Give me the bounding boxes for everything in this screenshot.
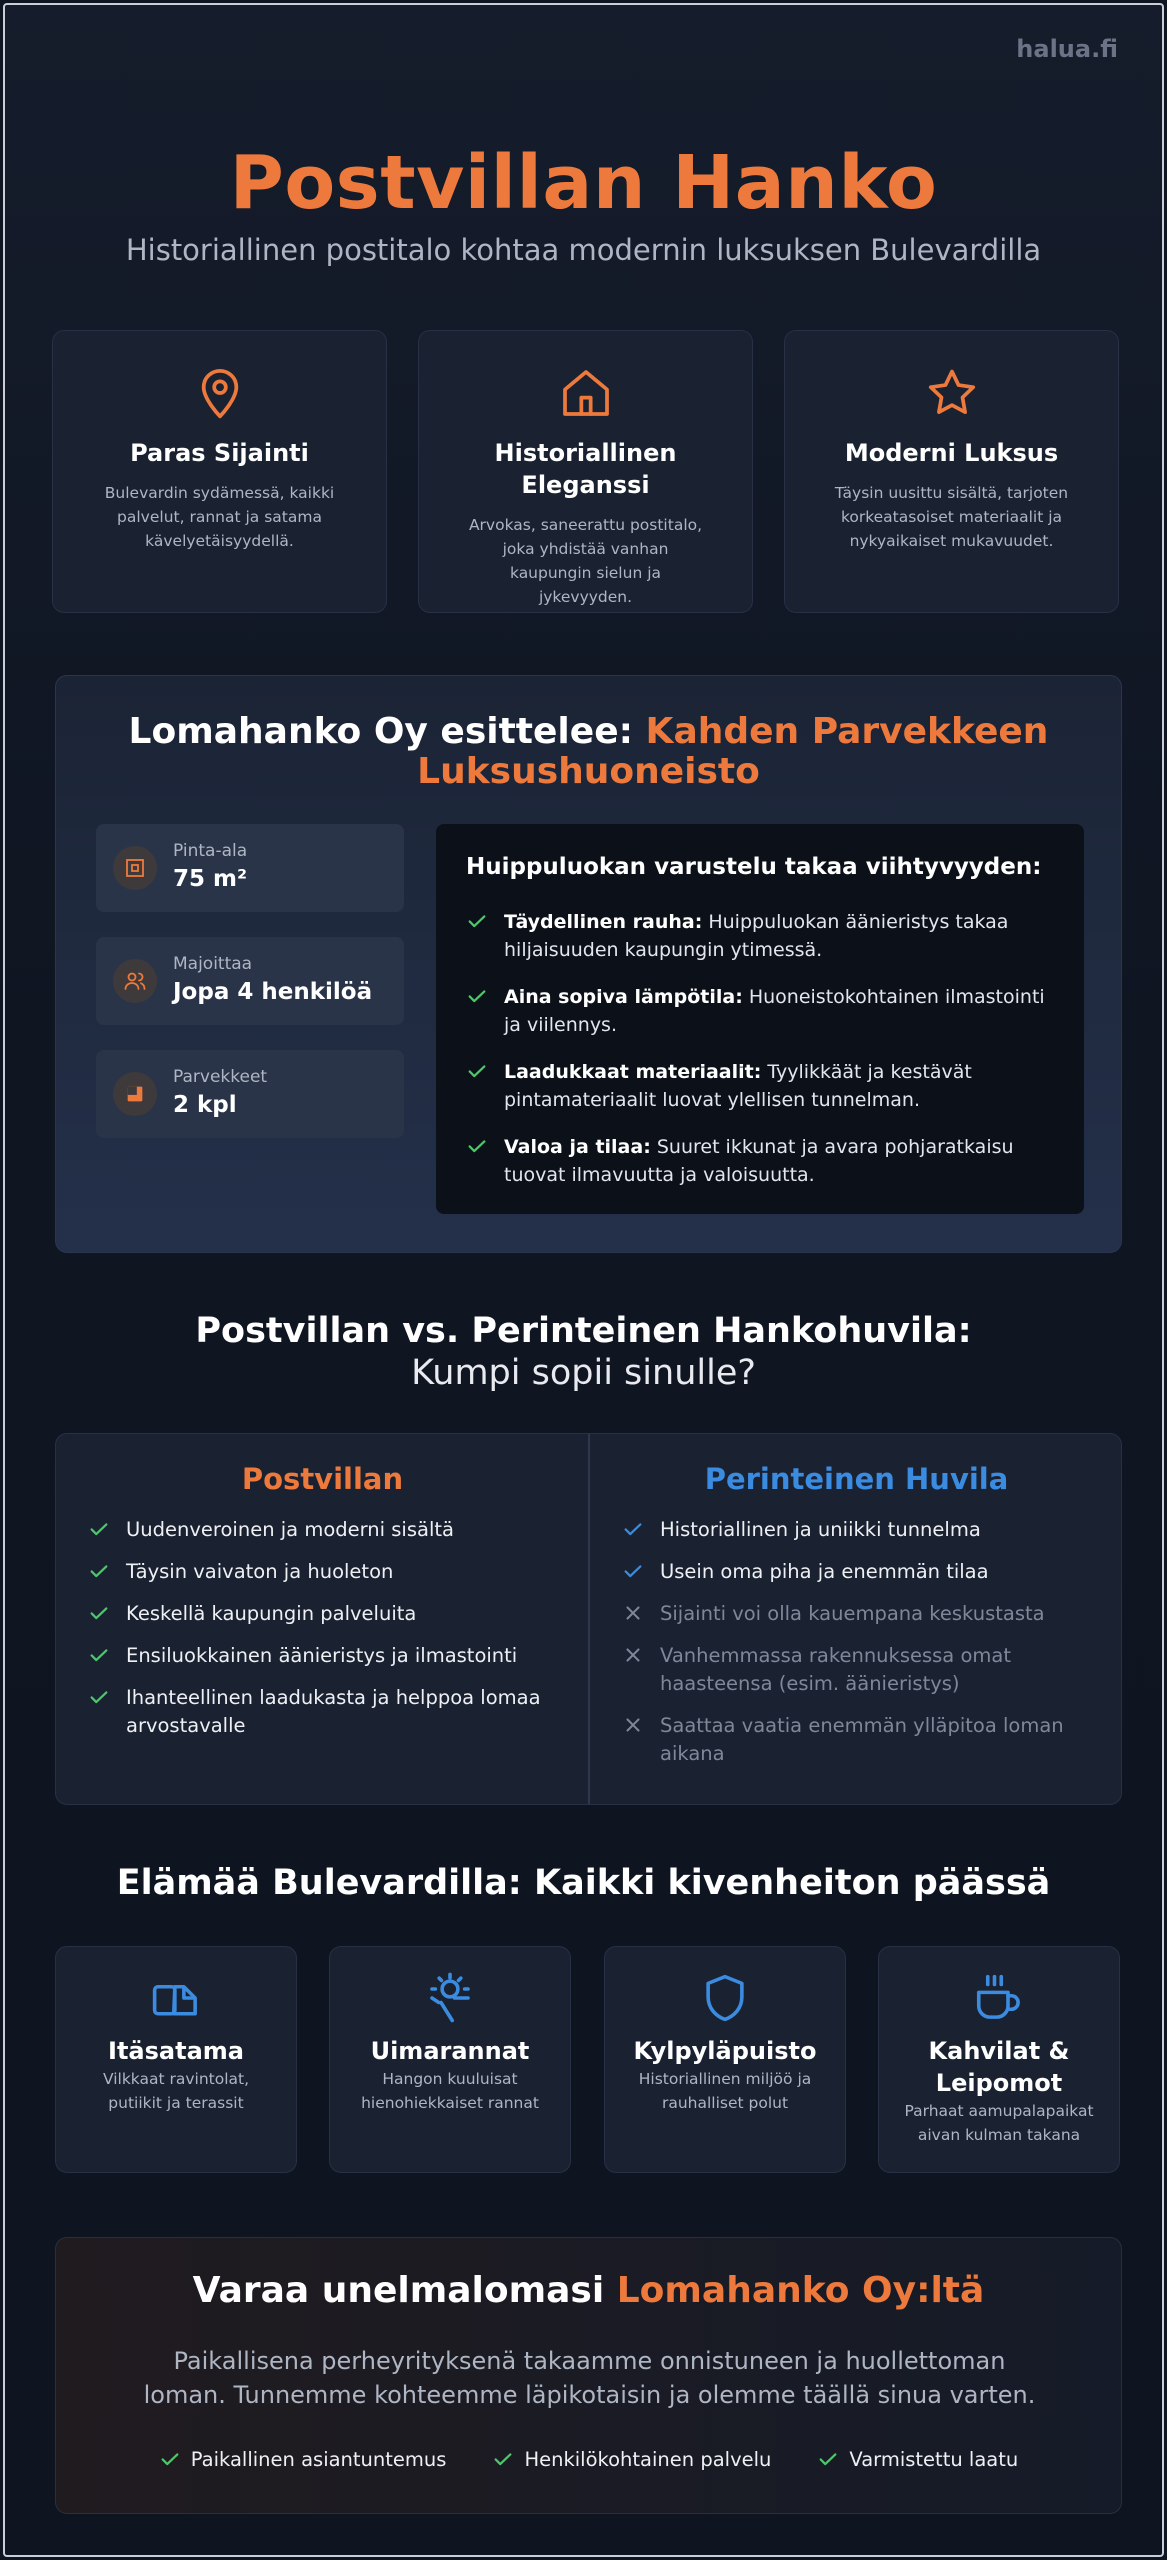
page-frame [3,3,1164,2557]
check-icon [88,1644,110,1666]
cta-section [55,2237,1122,2514]
location-pin-icon [192,365,248,421]
feature-title: Historiallinen Eleganssi [494,439,677,499]
list-item: Sijainti voi olla kauempana keskustasta [622,1600,1091,1628]
check-icon [817,2448,839,2470]
life-card-text: Vilkkaat ravintolat, putiikit ja terassit [102,2070,250,2112]
life-card-title: Kylpyläpuisto [633,2037,817,2065]
cta-text: Paikallisena perheyrityksenä takaamme onnistuneen ja huollettoman loman. Tunnemme kohteemme läpikotaisin ja olemme täällä sinua varten. [143,2347,1036,2409]
feature-card-elegance [418,330,753,613]
life-card-cafes [878,1946,1120,2173]
list-item: Uudenveroinen ja moderni sisältä [88,1516,557,1544]
cta-title [56,2270,1121,2311]
stat-balconies [96,1050,404,1138]
badge-item: Paikallinen asiantuntemus [159,2448,447,2471]
check-icon [622,1518,644,1540]
stat-guests [96,937,404,1025]
balcony-icon [113,1072,157,1116]
comparison-table [55,1433,1122,1805]
stat-value: 75 m² [173,866,248,892]
check-icon [88,1560,110,1582]
feature-text: Täysin uusittu sisältä, tarjoten korkeatasoiset materiaalit ja nykyaikaiset mukavuudet. [834,484,1069,550]
comparison-column-huvila [590,1462,1123,1782]
equipment-item: Valoa ja tilaa: Suuret ikkunat ja avara pohjaratkaisu tuovat ilmavuutta ja valoisuutta. [466,1133,1054,1189]
comparison-title: Postvillan vs. Perinteinen Hankohuvila: [195,1311,972,1351]
check-icon [466,1060,488,1082]
check-icon [622,1560,644,1582]
list-item: Keskellä kaupungin palveluita [88,1600,557,1628]
shield-icon [698,1971,752,2025]
stat-label: Parvekkeet [173,1067,268,1087]
check-icon [88,1686,110,1708]
equipment-title: Huippuluokan varustelu takaa viihtyvyyden: [466,854,1042,880]
feature-title: Moderni Luksus [844,439,1059,467]
page-subtitle: Historiallinen postitalo kohtaa modernin luksuksen Bulevardilla [125,233,1042,267]
stat-value: Jopa 4 henkilöä [173,979,373,1005]
life-card-title: Uimarannat [370,2037,530,2065]
equipment-item: Laadukkaat materiaalit: Tyylikkäät ja kestävät pintamateriaalit luovat ylellisen tunnelman. [466,1058,1054,1114]
feature-title: Paras Sijainti [130,439,309,467]
list-item: Historiallinen ja uniikki tunnelma [622,1516,1091,1544]
life-card-text: Historiallinen miljöö ja rauhalliset polut [638,2070,812,2112]
check-icon [88,1602,110,1624]
life-card-beaches [329,1946,571,2173]
stat-label: Majoittaa [173,954,253,974]
list-item: Saattaa vaatia enemmän ylläpitoa loman aikana [622,1712,1091,1768]
check-icon [492,2448,514,2470]
feature-card-luxury [784,330,1119,613]
equipment-item: Aina sopiva lämpötila: Huoneistokohtainen ilmastointi ja viilennys. [466,983,1054,1039]
stat-area [96,824,404,912]
comparison-column-postvillan [56,1462,589,1754]
offer-section [55,675,1122,1253]
stat-value: 2 kpl [173,1092,237,1118]
equipment-panel [436,824,1084,1214]
life-card-text: Hangon kuuluisat hienohiekkaiset rannat [361,2070,539,2112]
life-card-harbor [55,1946,297,2173]
column-heading: Postvillan [241,1462,404,1496]
cross-icon [622,1644,644,1666]
offer-title-prefix: Lomahanko Oy esittelee: [128,711,646,752]
offer-title-highlight: Kahden Parvekkeen Luksushuoneisto [417,711,1049,792]
life-title: Elämää Bulevardilla: Kaikki kivenheiton päässä [116,1863,1051,1903]
cta-title-highlight: Lomahanko Oy:ltä [616,2270,985,2311]
list-item: Ihanteellinen laadukasta ja helppoa lomaa arvostavalle [88,1684,557,1740]
cta-badges [56,2448,1121,2471]
coffee-cup-icon [972,1971,1026,2025]
column-heading: Perinteinen Huvila [704,1462,1009,1496]
cross-icon [622,1602,644,1624]
check-icon [159,2448,181,2470]
stat-label: Pinta-ala [173,841,248,861]
badge-item: Varmistettu laatu [817,2448,1018,2471]
cta-title-prefix: Varaa unelmalomasi [192,2270,617,2311]
offer-title [56,712,1121,792]
comparison-subtitle: Kumpi sopii sinulle? [411,1353,756,1393]
list-item: Usein oma piha ja enemmän tilaa [622,1558,1091,1586]
house-icon [558,365,614,421]
badge-item: Henkilökohtainen palvelu [492,2448,771,2471]
harbor-icon [149,1971,203,2025]
cross-icon [622,1714,644,1736]
feature-text: Arvokas, saneerattu postitalo, joka yhdistää vanhan kaupungin sielun ja jykevyyden. [468,516,703,606]
list-item: Vanhemmassa rakennuksessa omat haasteensa (esim. äänieristys) [622,1642,1091,1698]
equipment-item: Täydellinen rauha: Huippuluokan äänieristys takaa hiljaisuuden kaupungin ytimessä. [466,908,1054,964]
feature-text: Bulevardin sydämessä, kaikki palvelut, rannat ja satama kävelyetäisyydellä. [104,484,335,550]
life-card-title: Kahvilat & Leipomot [928,2037,1070,2097]
people-icon [113,959,157,1003]
feature-card-location [52,330,387,613]
page-title: Postvillan Hanko [229,140,938,226]
life-card-park [604,1946,846,2173]
list-item: Ensiluokkainen äänieristys ja ilmastointi [88,1642,557,1670]
brand-logo[interactable]: halua.fi [1016,35,1118,63]
sun-beach-icon [423,1971,477,2025]
life-card-text: Parhaat aamupalapaikat aivan kulman takana [904,2102,1094,2144]
check-icon [466,910,488,932]
check-icon [466,1135,488,1157]
life-card-title: Itäsatama [108,2037,244,2065]
star-icon [924,365,980,421]
list-item: Täysin vaivaton ja huoleton [88,1558,557,1586]
area-icon [113,846,157,890]
check-icon [466,985,488,1007]
check-icon [88,1518,110,1540]
